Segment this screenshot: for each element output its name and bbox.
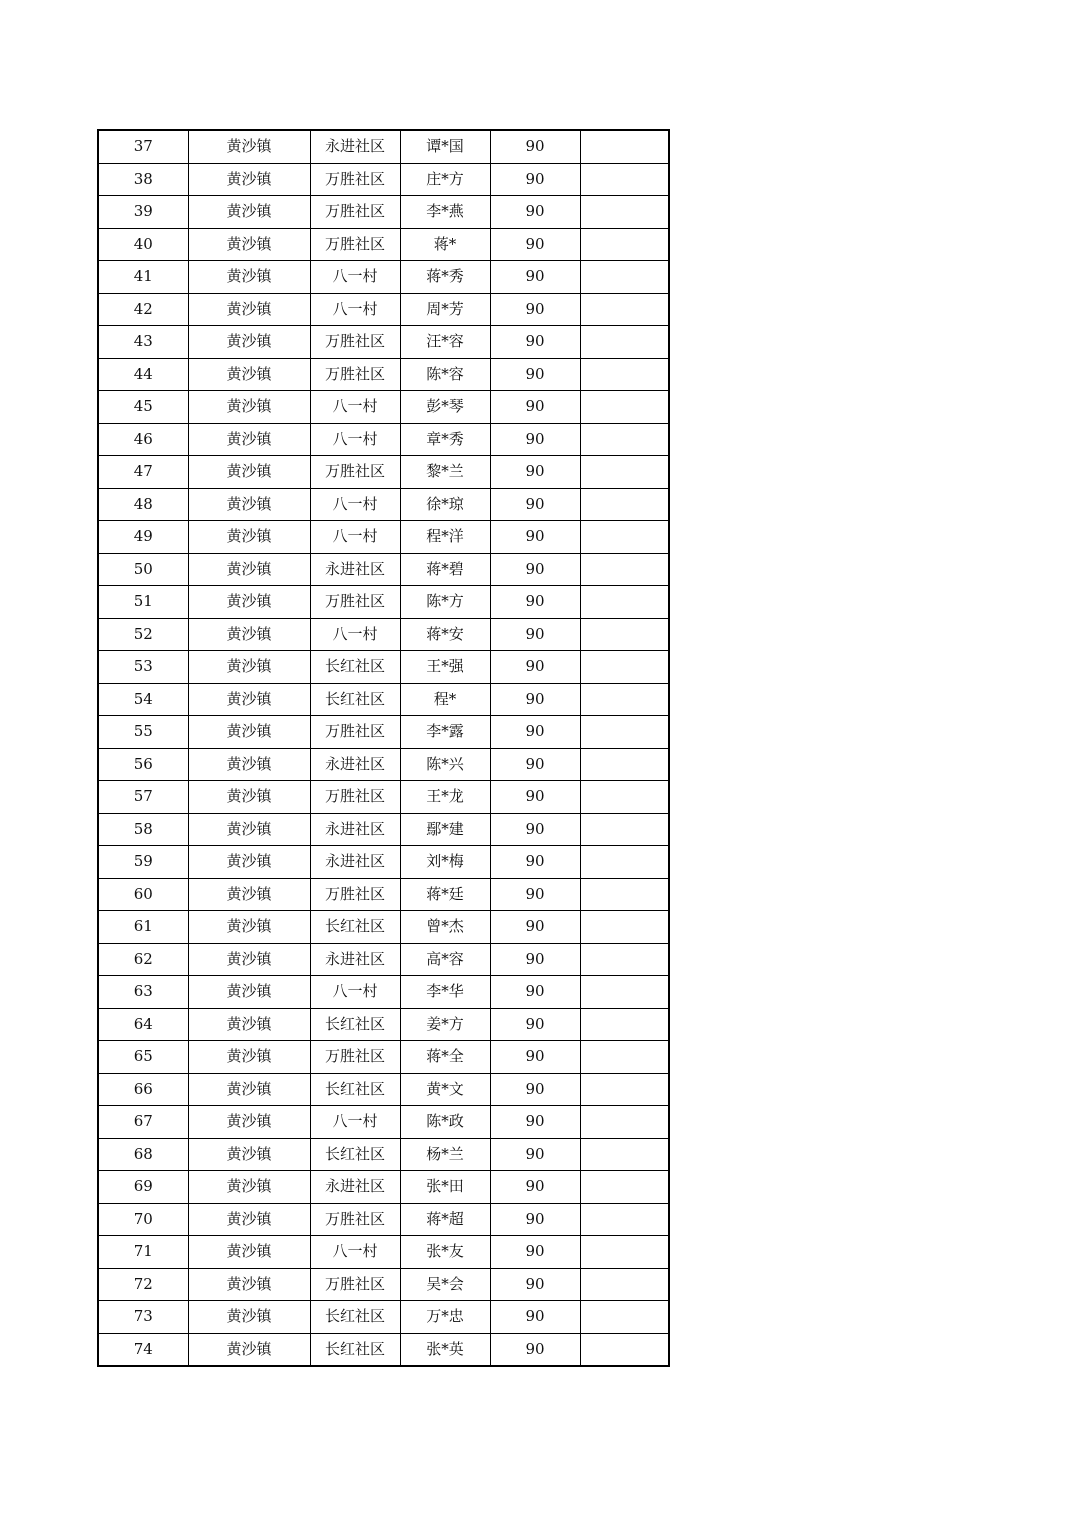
town-cell: 黄沙镇 [188, 1008, 310, 1041]
town-cell: 黄沙镇 [188, 1073, 310, 1106]
community-cell: 永进社区 [310, 813, 400, 846]
name-cell: 徐*琼 [400, 488, 490, 521]
table-row [98, 878, 669, 911]
score-cell: 90 [490, 196, 580, 229]
row-number-cell: 69 [98, 1171, 188, 1204]
score-cell: 90 [490, 1203, 580, 1236]
row-number-cell: 68 [98, 1138, 188, 1171]
score-cell: 90 [490, 813, 580, 846]
note-cell [580, 748, 669, 781]
score-cell: 90 [490, 1073, 580, 1106]
score-cell: 90 [490, 781, 580, 814]
town-cell: 黄沙镇 [188, 1268, 310, 1301]
score-cell: 90 [490, 326, 580, 359]
table-row [98, 846, 669, 879]
table-row [98, 716, 669, 749]
town-cell: 黄沙镇 [188, 1236, 310, 1269]
row-number-cell: 63 [98, 976, 188, 1009]
town-cell: 黄沙镇 [188, 521, 310, 554]
town-cell: 黄沙镇 [188, 130, 310, 163]
score-cell: 90 [490, 878, 580, 911]
community-cell: 长红社区 [310, 683, 400, 716]
table-row [98, 911, 669, 944]
row-number-cell: 43 [98, 326, 188, 359]
row-number-cell: 37 [98, 130, 188, 163]
name-cell: 姜*方 [400, 1008, 490, 1041]
table-row [98, 618, 669, 651]
town-cell: 黄沙镇 [188, 1301, 310, 1334]
town-cell: 黄沙镇 [188, 1138, 310, 1171]
name-cell: 李*燕 [400, 196, 490, 229]
score-cell: 90 [490, 651, 580, 684]
note-cell [580, 813, 669, 846]
community-cell: 八一村 [310, 618, 400, 651]
table-row [98, 293, 669, 326]
name-cell: 蒋*碧 [400, 553, 490, 586]
table-row [98, 326, 669, 359]
note-cell [580, 651, 669, 684]
score-cell: 90 [490, 293, 580, 326]
row-number-cell: 47 [98, 456, 188, 489]
table-row [98, 1171, 669, 1204]
table-row [98, 1268, 669, 1301]
name-cell: 章*秀 [400, 423, 490, 456]
town-cell: 黄沙镇 [188, 391, 310, 424]
row-number-cell: 55 [98, 716, 188, 749]
name-cell: 张*田 [400, 1171, 490, 1204]
row-number-cell: 50 [98, 553, 188, 586]
community-cell: 八一村 [310, 976, 400, 1009]
table-row [98, 553, 669, 586]
community-cell: 长红社区 [310, 911, 400, 944]
row-number-cell: 44 [98, 358, 188, 391]
community-cell: 长红社区 [310, 651, 400, 684]
table-row [98, 1236, 669, 1269]
row-number-cell: 64 [98, 1008, 188, 1041]
table-row [98, 163, 669, 196]
table-row [98, 423, 669, 456]
town-cell: 黄沙镇 [188, 683, 310, 716]
table-row [98, 196, 669, 229]
row-number-cell: 62 [98, 943, 188, 976]
roster-table-body [98, 130, 669, 1366]
town-cell: 黄沙镇 [188, 716, 310, 749]
community-cell: 万胜社区 [310, 1203, 400, 1236]
town-cell: 黄沙镇 [188, 358, 310, 391]
note-cell [580, 196, 669, 229]
town-cell: 黄沙镇 [188, 813, 310, 846]
note-cell [580, 1008, 669, 1041]
note-cell [580, 1333, 669, 1366]
name-cell: 汪*容 [400, 326, 490, 359]
row-number-cell: 38 [98, 163, 188, 196]
name-cell: 陈*兴 [400, 748, 490, 781]
row-number-cell: 42 [98, 293, 188, 326]
name-cell: 蒋*全 [400, 1041, 490, 1074]
table-row [98, 456, 669, 489]
row-number-cell: 49 [98, 521, 188, 554]
table-row [98, 813, 669, 846]
note-cell [580, 488, 669, 521]
name-cell: 陈*容 [400, 358, 490, 391]
table-row [98, 586, 669, 619]
score-cell: 90 [490, 391, 580, 424]
score-cell: 90 [490, 358, 580, 391]
name-cell: 万*忠 [400, 1301, 490, 1334]
name-cell: 蒋*安 [400, 618, 490, 651]
score-cell: 90 [490, 846, 580, 879]
community-cell: 万胜社区 [310, 716, 400, 749]
score-cell: 90 [490, 261, 580, 294]
note-cell [580, 1041, 669, 1074]
score-cell: 90 [490, 943, 580, 976]
score-cell: 90 [490, 1268, 580, 1301]
note-cell [580, 1236, 669, 1269]
name-cell: 蒋*廷 [400, 878, 490, 911]
town-cell: 黄沙镇 [188, 976, 310, 1009]
community-cell: 长红社区 [310, 1073, 400, 1106]
score-cell: 90 [490, 1333, 580, 1366]
note-cell [580, 943, 669, 976]
community-cell: 永进社区 [310, 748, 400, 781]
score-cell: 90 [490, 553, 580, 586]
row-number-cell: 73 [98, 1301, 188, 1334]
community-cell: 永进社区 [310, 943, 400, 976]
community-cell: 万胜社区 [310, 1041, 400, 1074]
town-cell: 黄沙镇 [188, 781, 310, 814]
table-row [98, 1333, 669, 1366]
score-cell: 90 [490, 1171, 580, 1204]
community-cell: 八一村 [310, 261, 400, 294]
score-cell: 90 [490, 1138, 580, 1171]
table-row [98, 1138, 669, 1171]
name-cell: 彭*琴 [400, 391, 490, 424]
community-cell: 万胜社区 [310, 228, 400, 261]
town-cell: 黄沙镇 [188, 748, 310, 781]
name-cell: 高*容 [400, 943, 490, 976]
name-cell: 李*华 [400, 976, 490, 1009]
table-row [98, 1106, 669, 1139]
community-cell: 长红社区 [310, 1301, 400, 1334]
town-cell: 黄沙镇 [188, 1203, 310, 1236]
community-cell: 万胜社区 [310, 196, 400, 229]
town-cell: 黄沙镇 [188, 943, 310, 976]
town-cell: 黄沙镇 [188, 261, 310, 294]
note-cell [580, 618, 669, 651]
score-cell: 90 [490, 1301, 580, 1334]
table-row [98, 683, 669, 716]
community-cell: 万胜社区 [310, 358, 400, 391]
community-cell: 长红社区 [310, 1008, 400, 1041]
note-cell [580, 130, 669, 163]
row-number-cell: 56 [98, 748, 188, 781]
score-cell: 90 [490, 488, 580, 521]
note-cell [580, 586, 669, 619]
community-cell: 万胜社区 [310, 326, 400, 359]
table-row [98, 1203, 669, 1236]
row-number-cell: 71 [98, 1236, 188, 1269]
town-cell: 黄沙镇 [188, 878, 310, 911]
town-cell: 黄沙镇 [188, 618, 310, 651]
note-cell [580, 326, 669, 359]
score-cell: 90 [490, 618, 580, 651]
town-cell: 黄沙镇 [188, 911, 310, 944]
row-number-cell: 72 [98, 1268, 188, 1301]
score-cell: 90 [490, 911, 580, 944]
table-row [98, 943, 669, 976]
row-number-cell: 58 [98, 813, 188, 846]
town-cell: 黄沙镇 [188, 1333, 310, 1366]
score-cell: 90 [490, 1041, 580, 1074]
town-cell: 黄沙镇 [188, 326, 310, 359]
roster-table [97, 129, 670, 1367]
note-cell [580, 163, 669, 196]
community-cell: 永进社区 [310, 130, 400, 163]
name-cell: 程*洋 [400, 521, 490, 554]
score-cell: 90 [490, 228, 580, 261]
note-cell [580, 1073, 669, 1106]
note-cell [580, 1301, 669, 1334]
score-cell: 90 [490, 716, 580, 749]
community-cell: 万胜社区 [310, 586, 400, 619]
town-cell: 黄沙镇 [188, 1041, 310, 1074]
score-cell: 90 [490, 1008, 580, 1041]
row-number-cell: 66 [98, 1073, 188, 1106]
table-row [98, 781, 669, 814]
community-cell: 永进社区 [310, 553, 400, 586]
town-cell: 黄沙镇 [188, 293, 310, 326]
name-cell: 李*露 [400, 716, 490, 749]
note-cell [580, 878, 669, 911]
note-cell [580, 846, 669, 879]
name-cell: 王*强 [400, 651, 490, 684]
note-cell [580, 521, 669, 554]
note-cell [580, 1138, 669, 1171]
note-cell [580, 1203, 669, 1236]
score-cell: 90 [490, 748, 580, 781]
community-cell: 八一村 [310, 1106, 400, 1139]
note-cell [580, 781, 669, 814]
note-cell [580, 261, 669, 294]
row-number-cell: 70 [98, 1203, 188, 1236]
town-cell: 黄沙镇 [188, 196, 310, 229]
score-cell: 90 [490, 521, 580, 554]
note-cell [580, 553, 669, 586]
name-cell: 黄*文 [400, 1073, 490, 1106]
note-cell [580, 911, 669, 944]
town-cell: 黄沙镇 [188, 1106, 310, 1139]
table-row [98, 651, 669, 684]
score-cell: 90 [490, 1236, 580, 1269]
community-cell: 八一村 [310, 391, 400, 424]
community-cell: 八一村 [310, 521, 400, 554]
town-cell: 黄沙镇 [188, 423, 310, 456]
row-number-cell: 41 [98, 261, 188, 294]
name-cell: 蒋*秀 [400, 261, 490, 294]
row-number-cell: 40 [98, 228, 188, 261]
note-cell [580, 391, 669, 424]
community-cell: 长红社区 [310, 1138, 400, 1171]
table-row [98, 521, 669, 554]
note-cell [580, 683, 669, 716]
note-cell [580, 1171, 669, 1204]
score-cell: 90 [490, 1106, 580, 1139]
community-cell: 八一村 [310, 293, 400, 326]
note-cell [580, 293, 669, 326]
score-cell: 90 [490, 683, 580, 716]
town-cell: 黄沙镇 [188, 228, 310, 261]
table-row [98, 228, 669, 261]
score-cell: 90 [490, 423, 580, 456]
name-cell: 陈*政 [400, 1106, 490, 1139]
row-number-cell: 61 [98, 911, 188, 944]
community-cell: 八一村 [310, 1236, 400, 1269]
row-number-cell: 59 [98, 846, 188, 879]
community-cell: 万胜社区 [310, 878, 400, 911]
row-number-cell: 67 [98, 1106, 188, 1139]
score-cell: 90 [490, 976, 580, 1009]
row-number-cell: 65 [98, 1041, 188, 1074]
name-cell: 张*友 [400, 1236, 490, 1269]
community-cell: 万胜社区 [310, 163, 400, 196]
score-cell: 90 [490, 130, 580, 163]
name-cell: 庄*方 [400, 163, 490, 196]
note-cell [580, 456, 669, 489]
community-cell: 八一村 [310, 488, 400, 521]
community-cell: 长红社区 [310, 1333, 400, 1366]
row-number-cell: 54 [98, 683, 188, 716]
town-cell: 黄沙镇 [188, 488, 310, 521]
note-cell [580, 228, 669, 261]
table-row [98, 358, 669, 391]
table-row [98, 1041, 669, 1074]
name-cell: 黎*兰 [400, 456, 490, 489]
table-row [98, 261, 669, 294]
community-cell: 永进社区 [310, 846, 400, 879]
table-row [98, 130, 669, 163]
community-cell: 万胜社区 [310, 1268, 400, 1301]
name-cell: 杨*兰 [400, 1138, 490, 1171]
name-cell: 鄢*建 [400, 813, 490, 846]
row-number-cell: 53 [98, 651, 188, 684]
note-cell [580, 1268, 669, 1301]
name-cell: 张*英 [400, 1333, 490, 1366]
name-cell: 王*龙 [400, 781, 490, 814]
row-number-cell: 74 [98, 1333, 188, 1366]
note-cell [580, 716, 669, 749]
name-cell: 蒋* [400, 228, 490, 261]
town-cell: 黄沙镇 [188, 553, 310, 586]
row-number-cell: 51 [98, 586, 188, 619]
note-cell [580, 1106, 669, 1139]
row-number-cell: 48 [98, 488, 188, 521]
table-row [98, 1073, 669, 1106]
name-cell: 曾*杰 [400, 911, 490, 944]
name-cell: 吴*会 [400, 1268, 490, 1301]
row-number-cell: 45 [98, 391, 188, 424]
table-row [98, 1008, 669, 1041]
score-cell: 90 [490, 456, 580, 489]
community-cell: 万胜社区 [310, 456, 400, 489]
note-cell [580, 358, 669, 391]
score-cell: 90 [490, 163, 580, 196]
note-cell [580, 976, 669, 1009]
name-cell: 蒋*超 [400, 1203, 490, 1236]
town-cell: 黄沙镇 [188, 846, 310, 879]
town-cell: 黄沙镇 [188, 651, 310, 684]
name-cell: 程* [400, 683, 490, 716]
table-row [98, 1301, 669, 1334]
row-number-cell: 46 [98, 423, 188, 456]
name-cell: 周*芳 [400, 293, 490, 326]
note-cell [580, 423, 669, 456]
community-cell: 八一村 [310, 423, 400, 456]
name-cell: 谭*国 [400, 130, 490, 163]
table-row [98, 748, 669, 781]
score-cell: 90 [490, 586, 580, 619]
community-cell: 永进社区 [310, 1171, 400, 1204]
row-number-cell: 39 [98, 196, 188, 229]
name-cell: 刘*梅 [400, 846, 490, 879]
name-cell: 陈*方 [400, 586, 490, 619]
town-cell: 黄沙镇 [188, 163, 310, 196]
row-number-cell: 52 [98, 618, 188, 651]
row-number-cell: 60 [98, 878, 188, 911]
community-cell: 万胜社区 [310, 781, 400, 814]
town-cell: 黄沙镇 [188, 1171, 310, 1204]
table-row [98, 488, 669, 521]
table-row [98, 391, 669, 424]
table-row [98, 976, 669, 1009]
town-cell: 黄沙镇 [188, 586, 310, 619]
town-cell: 黄沙镇 [188, 456, 310, 489]
row-number-cell: 57 [98, 781, 188, 814]
